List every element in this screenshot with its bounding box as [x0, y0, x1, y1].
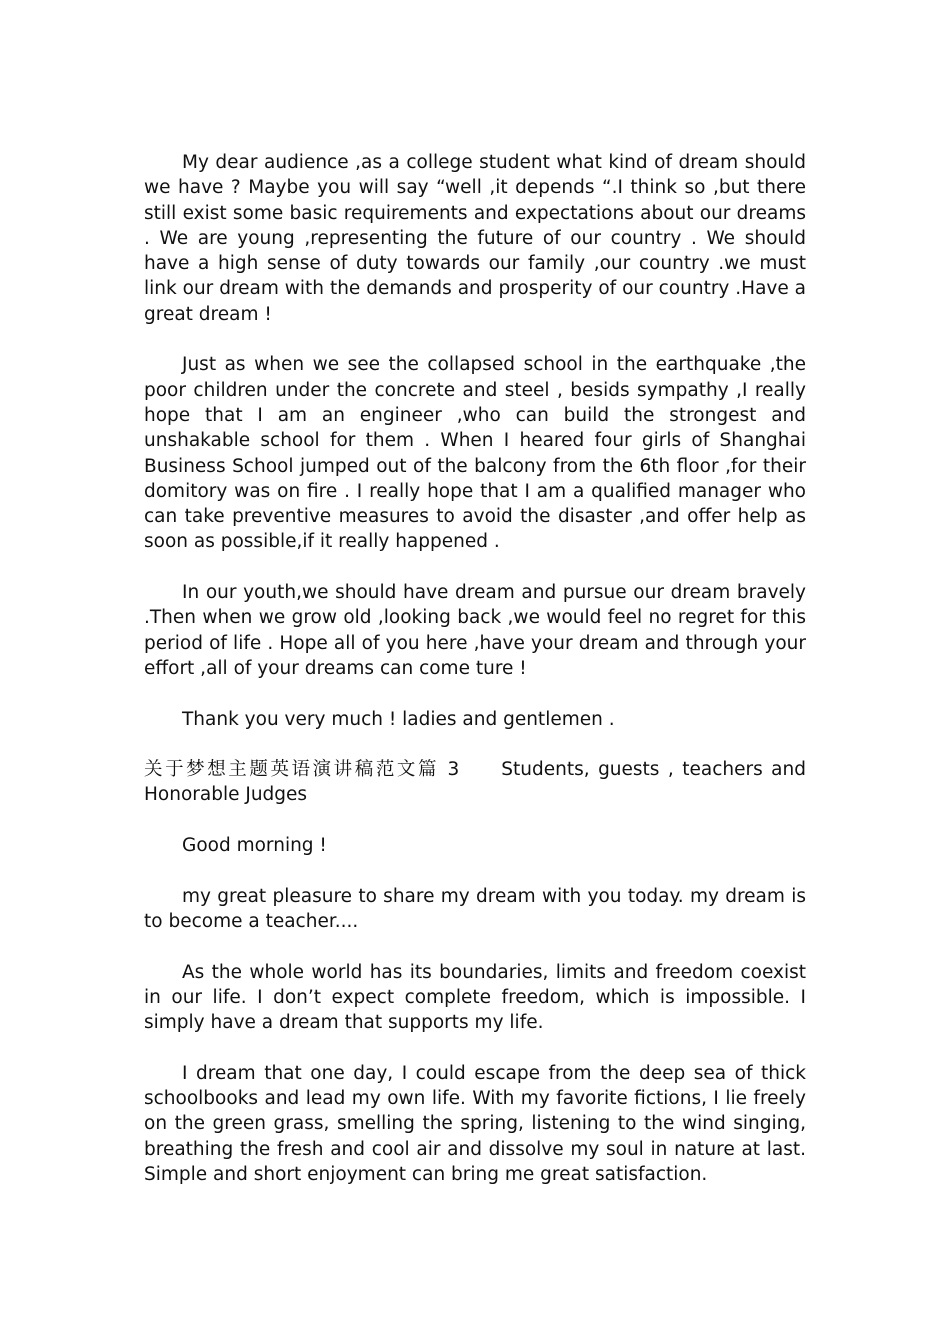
paragraph-earthquake: Just as when we see the collapsed school in the earthquake ,the poor children under the concrete and steel , besids sympathy ,I really hope that I am an engineer ,who can build the strongest and unshakable school for them . When I heared four girls of Shanghai Business School jumped out of the balcony from the 6th floor ,for their domitory was on fire . I really hope that I am a qualified manager who can take preventive measures to avoid the disaster ,and offer help as soon as possible,if it really happened . — [144, 354, 806, 553]
section-heading — [144, 757, 806, 808]
paragraph-thanks: Thank you very much ! ladies and gentlemen . — [182, 708, 615, 730]
paragraph-freedom: As the whole world has its boundaries, limits and freedom coexist in our life. I don’t expect complete freedom, which is impossible. I simply have a dream that supports my life. — [144, 961, 806, 1034]
section-title-cn: 关于梦想主题英语演讲稿范文篇 3 — [144, 759, 460, 781]
paragraph-youth: In our youth,we should have dream and pursue our dream bravely .Then when we grow old ,looking back ,we would feel no regret for this period of life . Hope all of you here ,have your dream and through your effort ,all of your dreams can come ture ! — [144, 582, 806, 679]
paragraph-dream-audience: My dear audience ,as a college student what kind of dream should we have ? Maybe you will say “well ,it depends “.I think so ,but there still exist some basic requirements and expectations about our dreams . We are young ,representing the future of our country . We should have a high sense of duty towards our family ,our country .we must link our dream with the demands and prosperity of our country .Have a great dream ! — [144, 152, 806, 325]
salutation-text: Students, guests , teachers and Honorable Judges — [144, 759, 806, 806]
document-body — [144, 150, 806, 1212]
paragraph-teacher-dream: my great pleasure to share my dream with you today. my dream is to become a teacher.... — [144, 885, 806, 932]
paragraph-escape: I dream that one day, I could escape from the deep sea of thick schoolbooks and lead my own life. With my favorite fictions, I lie freely on the green grass, smelling the spring, listening to the wind singing, breathing the fresh and cool air and dissolve my soul in nature at last. Simple and short enjoyment can bring me great satisfaction. — [144, 1062, 806, 1185]
paragraph-greeting: Good morning ! — [182, 835, 327, 857]
